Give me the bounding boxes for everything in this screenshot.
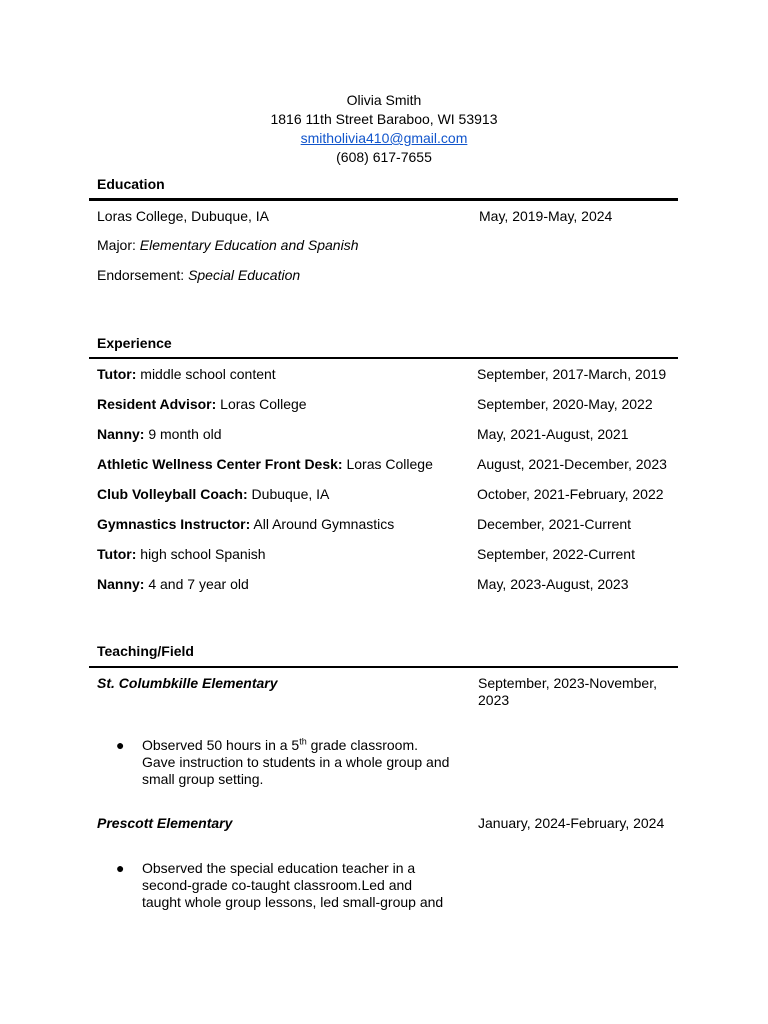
experience-dates: September, 2017-March, 2019 (477, 366, 667, 382)
section-divider (89, 666, 678, 668)
teaching-school-name: St. Columbkille Elementary (97, 675, 278, 691)
email-link[interactable]: smitholivia410@gmail.com (300, 130, 468, 146)
bullet-icon: ● (116, 860, 125, 876)
teaching-school-dates: September, 2023-November, 2023 (478, 675, 657, 708)
teaching-bullet-text: Observed the special education teacher in a second-grade co-taught classroom.Led and taught whole group lessons, led small-group and (142, 860, 444, 910)
experience-role: Gymnastics Instructor: (97, 516, 251, 532)
experience-dates: May, 2021-August, 2021 (477, 426, 629, 442)
experience-role: Nanny: (97, 426, 145, 442)
experience-dates: September, 2020-May, 2022 (477, 396, 653, 412)
applicant-phone: (608) 617-7655 (336, 149, 432, 165)
experience-detail: middle school content (140, 366, 276, 382)
experience-detail: Dubuque, IA (251, 486, 330, 502)
section-divider (89, 198, 678, 201)
teaching-bullet-text (142, 737, 452, 788)
experience-role: Nanny: (97, 576, 145, 592)
experience-role: Athletic Wellness Center Front Desk: (97, 456, 343, 472)
experience-dates: September, 2022-Current (477, 546, 635, 562)
section-title-experience: Experience (97, 335, 172, 351)
list-item (116, 860, 456, 914)
teaching-school-dates: January, 2024-February, 2024 (478, 815, 665, 831)
list-item (116, 737, 456, 791)
major-value: Elementary Education and Spanish (139, 237, 359, 253)
section-title-education: Education (97, 176, 165, 192)
experience-role: Club Volleyball Coach: (97, 486, 248, 502)
bullet-icon: ● (116, 737, 125, 753)
experience-detail: high school Spanish (140, 546, 266, 562)
experience-role: Resident Advisor: (97, 396, 217, 412)
major-label: Major: (97, 237, 136, 253)
experience-role: Tutor: (97, 546, 137, 562)
experience-dates: December, 2021-Current (477, 516, 632, 532)
bullet-superscript: th (299, 736, 307, 747)
experience-detail: 4 and 7 year old (148, 576, 249, 592)
endorsement-label: Endorsement: (97, 267, 185, 283)
endorsement-value: Special Education (188, 267, 301, 283)
applicant-name: Olivia Smith (346, 92, 422, 108)
education-school: Loras College, Dubuque, IA (97, 208, 269, 224)
contact-header (0, 91, 768, 167)
experience-detail: All Around Gymnastics (253, 516, 395, 532)
experience-dates: October, 2021-February, 2022 (477, 486, 664, 502)
experience-detail: Loras College (346, 456, 433, 472)
section-title-teaching: Teaching/Field (97, 643, 194, 659)
experience-detail: 9 month old (148, 426, 222, 442)
education-dates: May, 2019-May, 2024 (479, 208, 613, 224)
experience-detail: Loras College (220, 396, 307, 412)
teaching-school-name: Prescott Elementary (97, 815, 233, 831)
experience-dates: May, 2023-August, 2023 (477, 576, 629, 592)
applicant-address: 1816 11th Street Baraboo, WI 53913 (270, 111, 498, 127)
section-divider (89, 357, 678, 359)
experience-dates: August, 2021-December, 2023 (477, 456, 667, 472)
bullet-text-part: Observed 50 hours in a 5 (142, 737, 300, 753)
bullet-text-part: grade classroom. Gave instruction to students in a whole group and small group setting. (142, 737, 450, 787)
experience-role: Tutor: (97, 366, 137, 382)
